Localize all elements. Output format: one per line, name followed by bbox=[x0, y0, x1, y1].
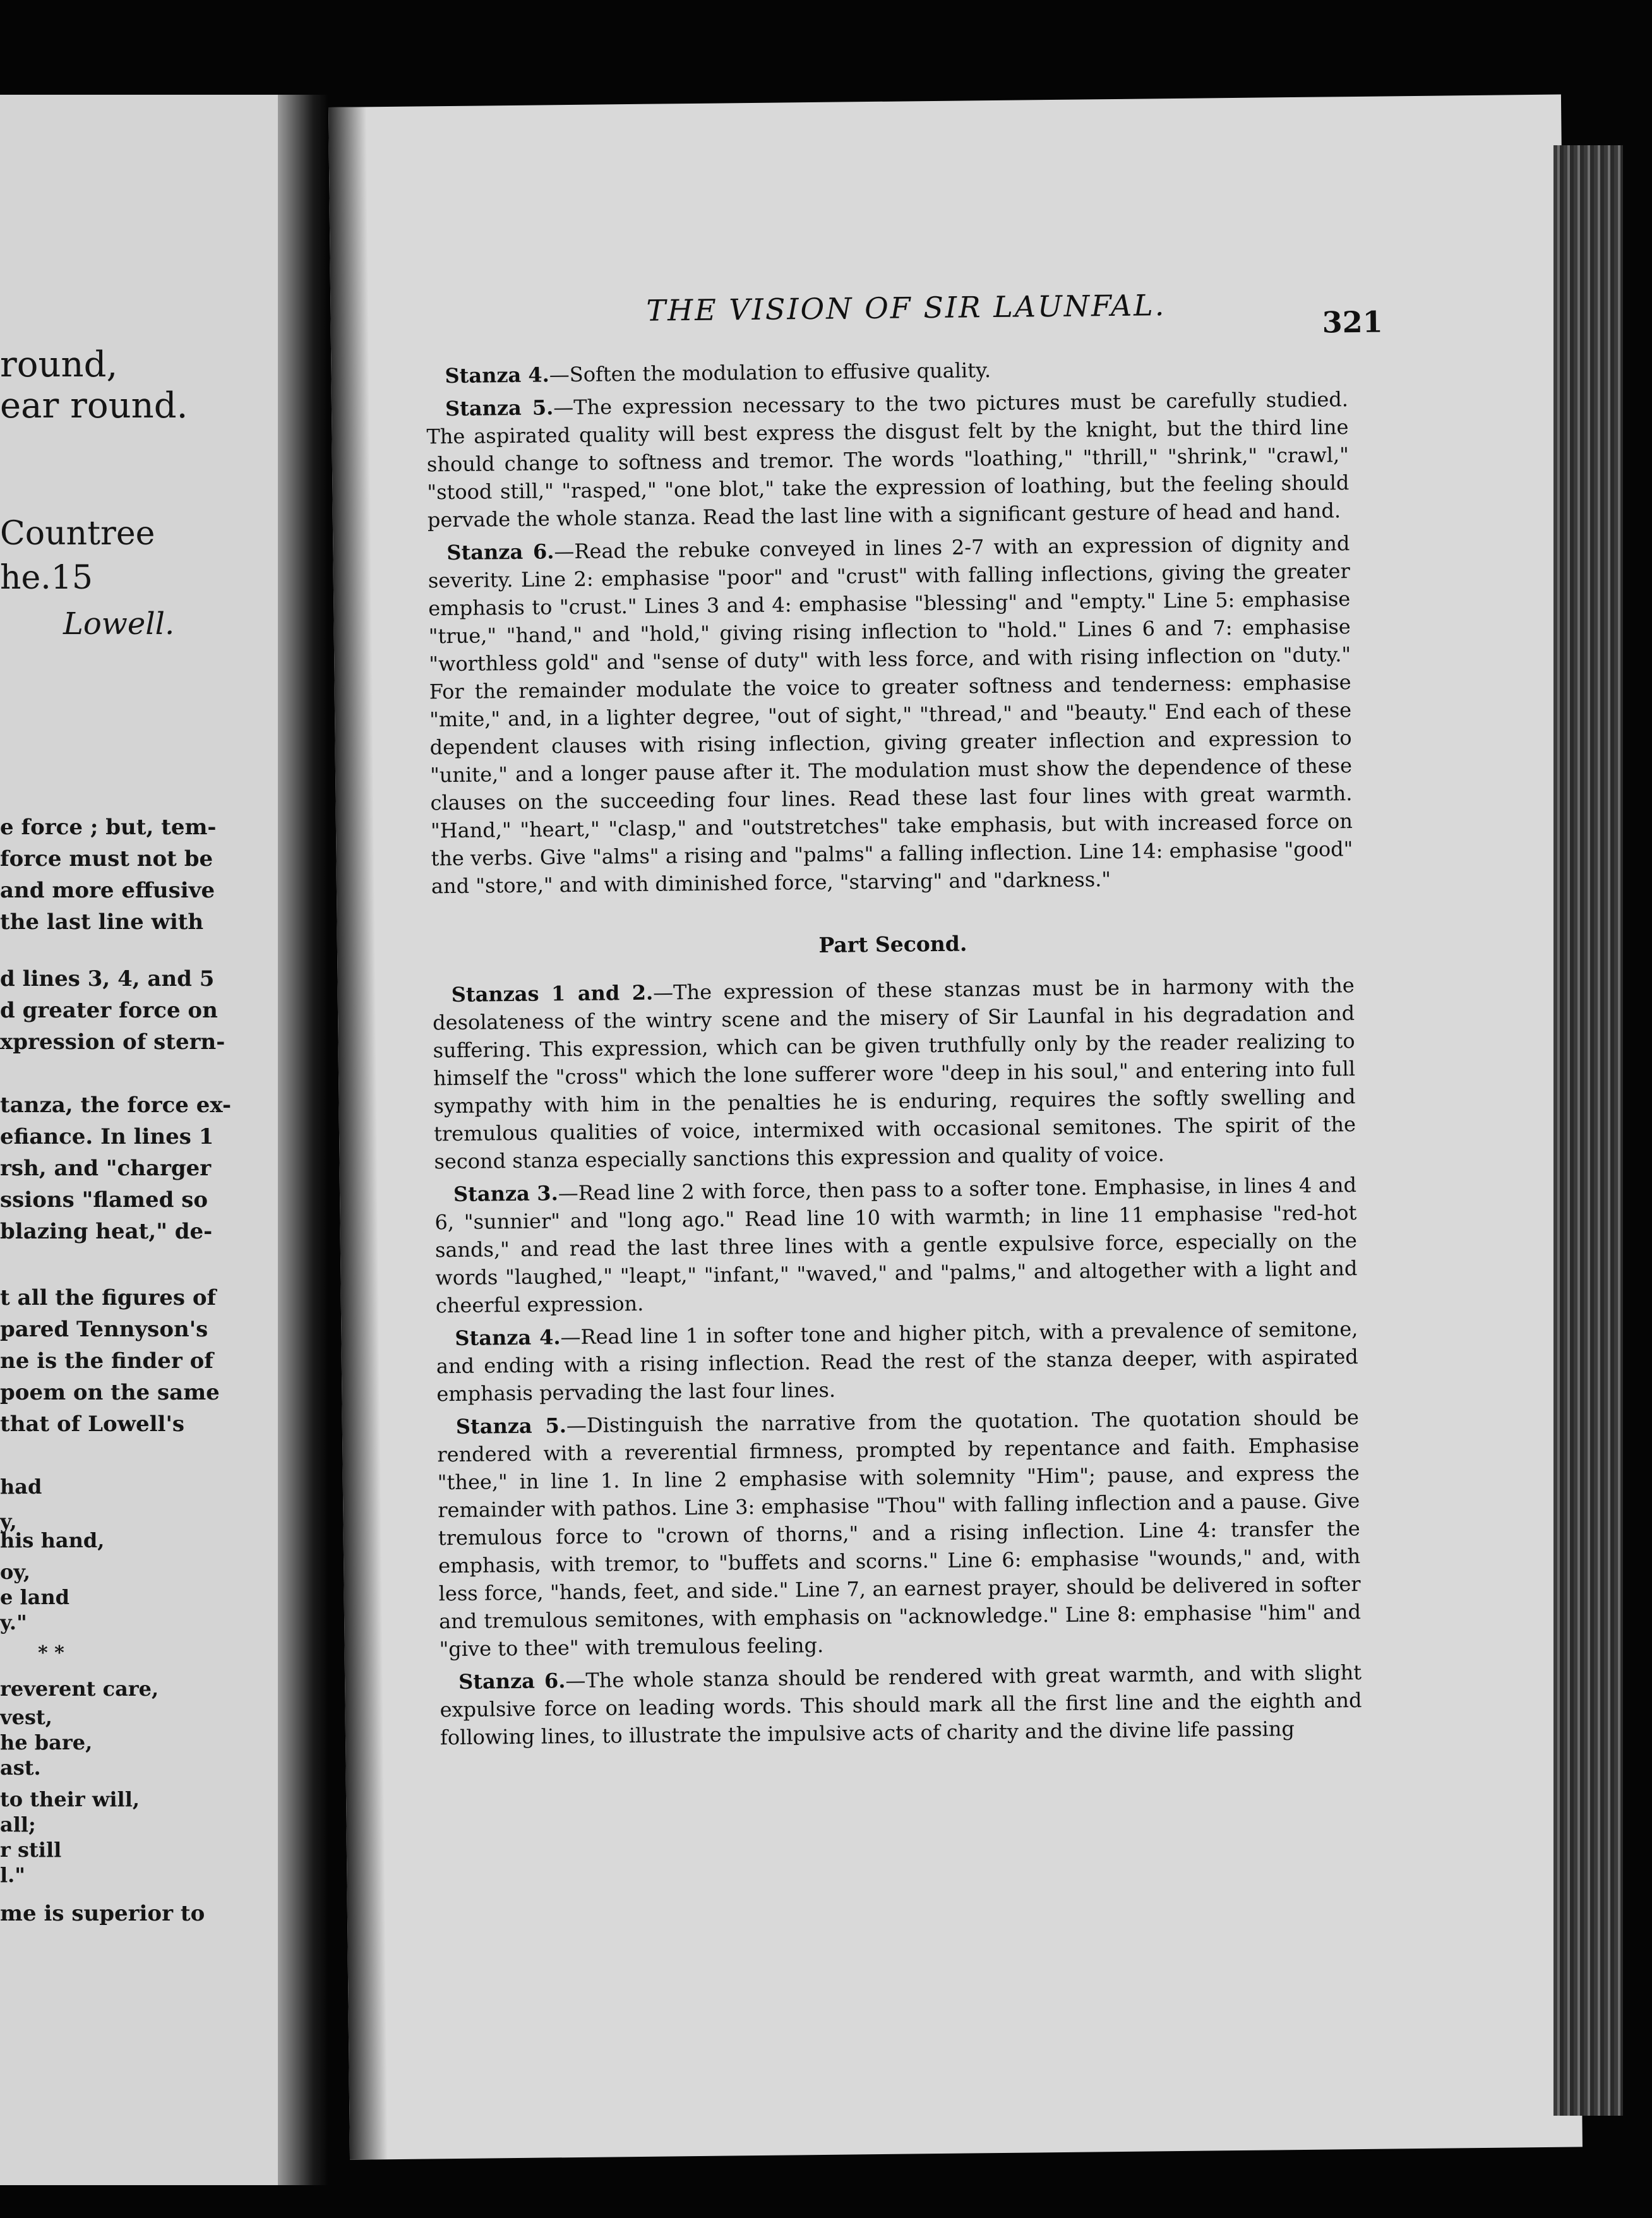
left-page bbox=[0, 95, 296, 2185]
left-page-line: xpression of stern- bbox=[0, 1029, 225, 1055]
paragraph: Stanza 5.—The expression necessary to the two pictures must be carefully studied. The aspirated quality will best express the disgust felt by the knight, but the third line should change to softness and tremor. The words "loathing," "thrill," "shrink," "crawl," "stood still," "rasped," "one blot," take the expression of loathing, but the feeling should pervade the whole stanza. Read the last line with a significant gesture of head and hand. bbox=[426, 387, 1350, 532]
paragraph: Stanza 4.—Soften the modulation to effusive quality. bbox=[445, 358, 991, 388]
left-page-line: vest, bbox=[0, 1705, 52, 1729]
left-page-line: tanza, the force ex- bbox=[0, 1093, 232, 1118]
left-page-line: Countree bbox=[0, 515, 155, 553]
left-page-line: he.15 bbox=[0, 559, 93, 597]
paragraph: Stanza 5.—Distinguish the narrative from the quotation. The quotation should be rendered with a reverential firmness, prompted by repentance and faith. Emphasise "thee," in line 1. In line 2 emphasise with solemnity "Him"; pause, and express the remainder with pathos. Line 3: emphasise "Thou" with falling inflection and a pause. Give tremulous force to "crown of thorns," and a rising inflection. Line 4: transfer the emphasis, with tremor, to "buffets and scorns." Line 6: emphasise "wounds," and, with less force, "hands, feet, and side." Line 7, an earnest prayer, should be delivered in softer and tremulous semitones, with emphasis on "acknowledge." Line 8: emphasise "him" and "give to thee" with tremulous feeling. bbox=[437, 1405, 1362, 1662]
page-number: 321 bbox=[1322, 304, 1383, 340]
left-page-line: e force ; but, tem- bbox=[0, 815, 217, 840]
left-page-line: ast. bbox=[0, 1756, 41, 1780]
left-page-line: d greater force on bbox=[0, 998, 218, 1023]
left-page-line: efiance. In lines 1 bbox=[0, 1124, 214, 1149]
gutter-shadow bbox=[328, 107, 388, 2159]
running-head: THE VISION OF SIR LAUNFAL. bbox=[646, 288, 1166, 328]
left-page-line: t all the figures of bbox=[0, 1285, 217, 1310]
left-page-line: y, bbox=[0, 1509, 17, 1533]
page-edges bbox=[1553, 145, 1623, 2116]
left-page-line: reverent care, bbox=[0, 1677, 159, 1701]
left-page-line: l." bbox=[0, 1863, 25, 1887]
left-page-line: and more effusive bbox=[0, 878, 215, 903]
left-page-line: oy, bbox=[0, 1560, 31, 1584]
left-page-line: poem on the same bbox=[0, 1380, 220, 1405]
left-page-line: blazing heat," de- bbox=[0, 1219, 213, 1244]
left-page-line: ne is the finder of bbox=[0, 1348, 213, 1374]
left-page-line: d lines 3, 4, and 5 bbox=[0, 966, 215, 992]
left-page-line: rsh, and "charger bbox=[0, 1156, 212, 1181]
paragraph: Stanza 4.—Read line 1 in softer tone and higher pitch, with a prevalence of semitone, and ending with a rising inflection. Read the rest of the stanza deeper, with aspirated emphasis pervading the last four lines. bbox=[436, 1317, 1359, 1406]
paragraph: Stanza 6.—Read the rebuke conveyed in lines 2-7 with an expression of dignity and severity. Line 2: emphasise "poor" and "crust" with falling inflections, giving the greater emphasis to "crust." Lines 3 and 4: emphasise "blessing" and "empty." Line 5: emphasise "true," "hand," and "hold," giving rising inflection to "hold." Lines 6 and 7: emphasise "worthless gold" and "sense of duty" with less force, and with rising inflection on "duty." For the remainder modulate the voice to greater softness and tenderness: emphasise "mite," and, in a lighter degree, "out of sight," "thread," and "beauty." End each of these dependent clauses with rising inflection, giving greater inflection and expression to "unite," and a longer pause after it. The modulation must show the dependence of these clauses on the succeeding four lines. Read these last four lines with great warmth. "Hand," "heart," "clasp," and "outstretches" take emphasis, but with increased force on the verbs. Give "alms" a rising and "palms" a falling inflection. Line 14: emphasise "good" and "store," and with diminished force, "starving" and "darkness." bbox=[428, 531, 1353, 899]
paragraph: Stanza 6.—The whole stanza should be rendered with great warmth, and with slight expulsive force on leading words. This should mark all the first line and the eighth and following lines, to illustrate the impulsive acts of charity and the divine life passing bbox=[440, 1660, 1362, 1750]
left-page-line: that of Lowell's bbox=[0, 1412, 185, 1437]
left-page-line: Lowell. bbox=[63, 606, 175, 642]
left-page-line: pared Tennyson's bbox=[0, 1317, 208, 1342]
left-page-line: to their will, bbox=[0, 1787, 140, 1811]
left-page-line: force must not be bbox=[0, 846, 213, 872]
left-page-line: y." bbox=[0, 1610, 27, 1634]
left-page-line: ssions "flamed so bbox=[0, 1187, 208, 1213]
left-page-line: the last line with bbox=[0, 909, 204, 935]
right-page bbox=[328, 95, 1583, 2160]
left-page-line: me is superior to bbox=[0, 1901, 205, 1926]
left-page-line: * * bbox=[38, 1642, 64, 1664]
left-page-line: all; bbox=[0, 1813, 36, 1837]
section-heading: Part Second. bbox=[818, 931, 967, 957]
paragraph: Stanza 3.—Read line 2 with force, then pass to a softer tone. Emphasise, in lines 4 and 6, "sunnier" and "long ago." Read line 10 with warmth; in line 11 emphasise "red-hot sands," and read the last three lines with a gentle expulsive force, especially on the words "laughed," "leapt," "infant," "waved," and "palms," and altogether with a light and cheerful expression. bbox=[434, 1173, 1358, 1318]
left-page-line: he bare, bbox=[0, 1730, 93, 1754]
book-gutter bbox=[278, 95, 328, 2185]
left-page-line: e land bbox=[0, 1585, 70, 1609]
left-page-line: round, bbox=[0, 344, 118, 385]
left-page-line: ear round. bbox=[0, 385, 188, 426]
left-page-line: r still bbox=[0, 1838, 62, 1862]
body-text bbox=[426, 352, 1362, 1756]
left-page-line: his hand, bbox=[0, 1528, 105, 1552]
left-page-line: had bbox=[0, 1475, 42, 1499]
paragraph: Stanzas 1 and 2.—The expression of these stanzas must be in harmony with the desolateness of the wintry scene and the misery of Sir Launfal in his degradation and suffering. This expression, which can be given truthfully only by the reader realizing to himself the "cross" which the lone sufferer wore "deep in his soul," and entering into full sympathy with him in the penalties he is enduring, requires the softly swelling and tremulous qualities of voice, intermixed with occasional semitones. The spirit of the second stanza especially sanctions this expression and quality of voice. bbox=[432, 973, 1356, 1174]
